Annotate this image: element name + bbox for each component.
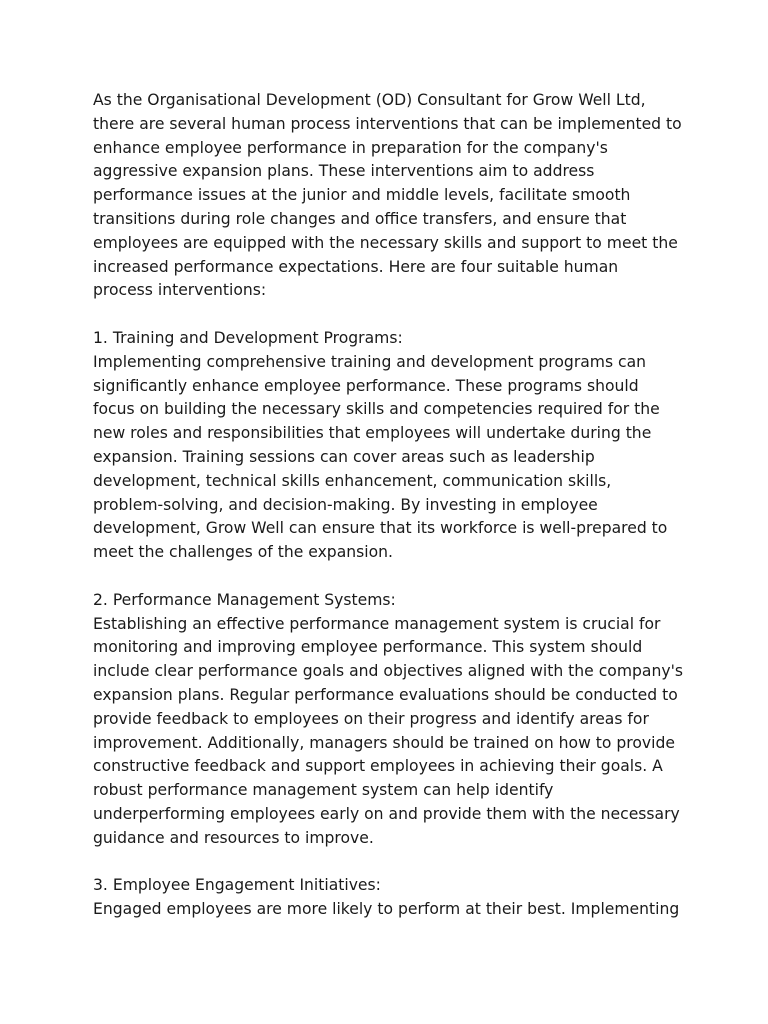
section-heading: 3. Employee Engagement Initiatives:	[93, 876, 381, 895]
section-body: Implementing comprehensive training and development programs can significantly enhance employee performance. These programs should focus on building the necessary skills and competencies required for the new roles and responsibilities that employees will undertake during the expansion. Training sessions can cover areas such as leadership development, technical skills enhancement, communication skills, problem-solving, and decision-making. By investing in employee development, Grow Well can ensure that its workforce is well-prepared to meet the challenges of the expansion.	[93, 352, 668, 562]
section-body: Engaged employees are more likely to perform at their best. Implementing	[93, 900, 680, 919]
section-training	[93, 327, 683, 565]
document-page	[93, 89, 683, 922]
section-performance-management	[93, 589, 683, 851]
intro-paragraph: As the Organisational Development (OD) Consultant for Grow Well Ltd, there are several human process interventions that can be implemented to enhance employee performance in preparation for the company's aggressive expansion plans. These interventions aim to address performance issues at the junior and middle levels, facilitate smooth transitions during role changes and office transfers, and ensure that employees are equipped with the necessary skills and support to meet the increased performance expectations. Here are four suitable human process interventions:	[93, 91, 682, 300]
section-heading: 1. Training and Development Programs:	[93, 328, 403, 347]
section-employee-engagement	[93, 874, 683, 922]
section-heading: 2. Performance Management Systems:	[93, 590, 396, 609]
section-body: Establishing an effective performance management system is crucial for monitoring and improving employee performance. This system should include clear performance goals and objectives aligned with the company's expansion plans. Regular performance evaluations should be conducted to provide feedback to employees on their progress and identify areas for improvement. Additionally, managers should be trained on how to provide constructive feedback and support employees in achieving their goals. A robust performance management system can help identify underperforming employees early on and provide them with the necessary guidance and resources to improve.	[93, 614, 684, 847]
